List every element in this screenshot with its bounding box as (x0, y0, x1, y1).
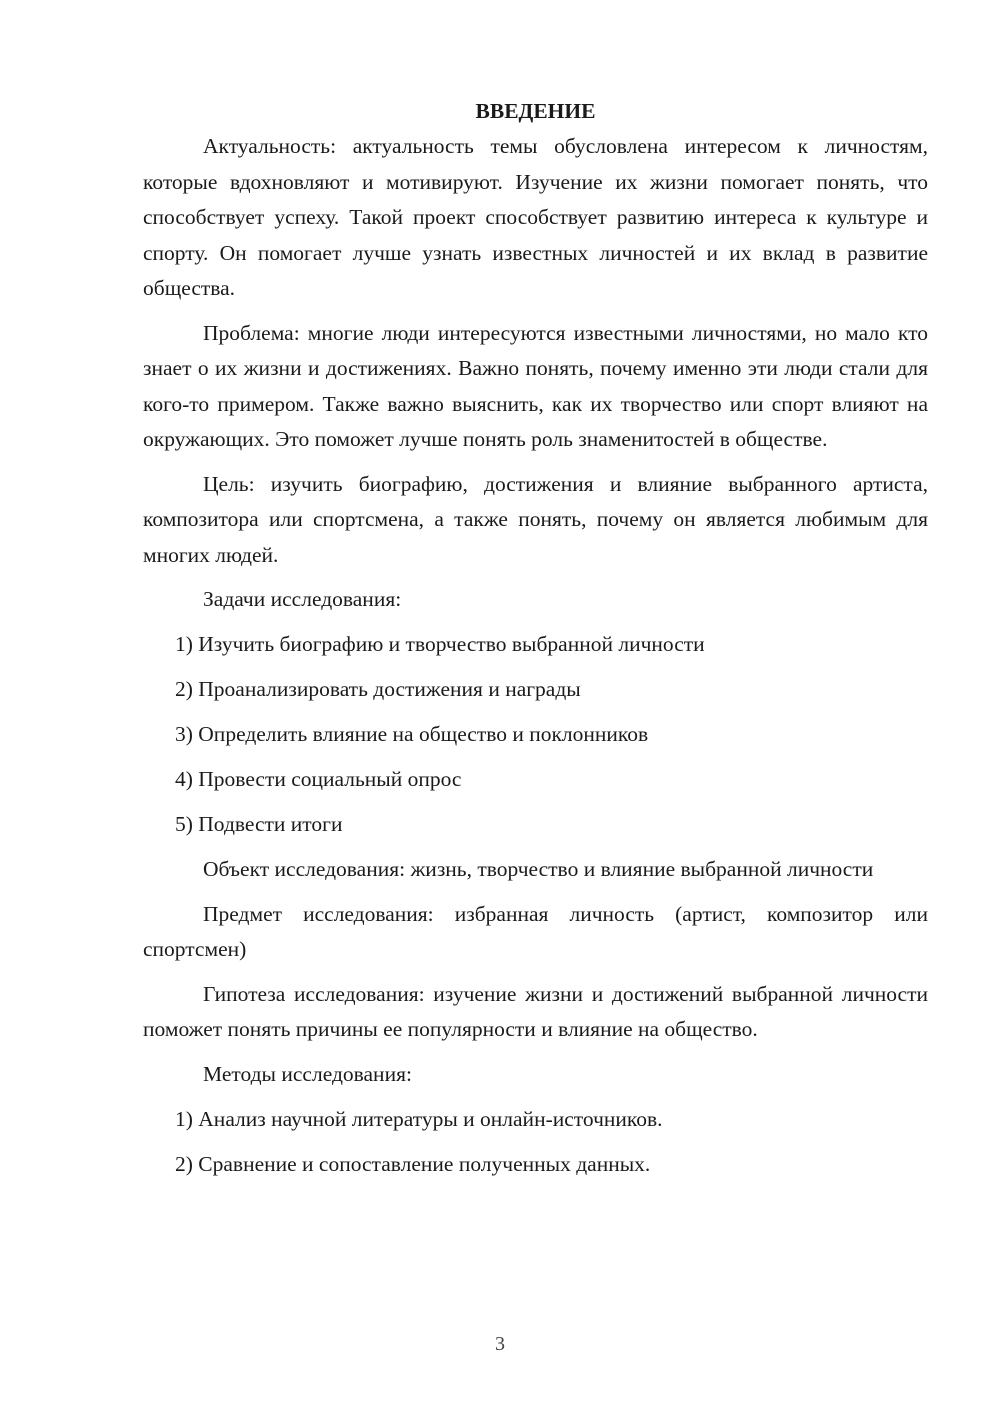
tasks-heading: Задачи исследования: (203, 587, 402, 611)
methods-heading: Методы исследования: (203, 1061, 412, 1086)
page-number: 3 (495, 1333, 505, 1355)
list-item: 2) Проанализировать достижения и награды (175, 677, 581, 701)
paragraph-problem: Проблема: многие люди интересуются известными личностями, но мало кто знает о их жизни и достижениях. Важно понять, почему именно эти люди стали для кого-то примером. Также важно выяснить, как их творчество или спорт влияют на окружающих. Это поможет лучше понять роль знаменитостей в обществе. (143, 320, 928, 451)
list-item: 5) Подвести итоги (175, 812, 343, 836)
list-item: 1) Изучить биографию и творчество выбранной личности (175, 632, 705, 656)
paragraph-subject: Предмет исследования: избранная личность (артист, композитор или спортсмен) (143, 901, 928, 961)
list-item: 2) Сравнение и сопоставление полученных данных. (175, 1151, 651, 1176)
document-page (143, 94, 928, 1192)
list-item: 1) Анализ научной литературы и онлайн-источников. (175, 1106, 663, 1131)
page-title: ВВЕДЕНИЕ (475, 99, 596, 123)
list-item: 4) Провести социальный опрос (175, 767, 462, 791)
paragraph-goal: Цель: изучить биографию, достижения и влияние выбранного артиста, композитора или спортсмена, а также понять, почему он является любимым для многих людей. (143, 471, 928, 567)
paragraph-relevance: Актуальность: актуальность темы обусловлена интересом к личностям, которые вдохновляют и мотивируют. Изучение их жизни помогает понять, что способствует успеху. Такой проект способствует развитию интереса к культуре и спорту. Он помогает лучше узнать известных личностей и их вклад в развитие общества. (143, 134, 928, 300)
list-item: 3) Определить влияние на общество и поклонников (175, 722, 649, 746)
paragraph-hypothesis: Гипотеза исследования: изучение жизни и достижений выбранной личности поможет понять причины ее популярности и влияние на общество. (143, 981, 928, 1041)
paragraph-object: Объект исследования: жизнь, творчество и влияние выбранной личности (203, 857, 874, 881)
